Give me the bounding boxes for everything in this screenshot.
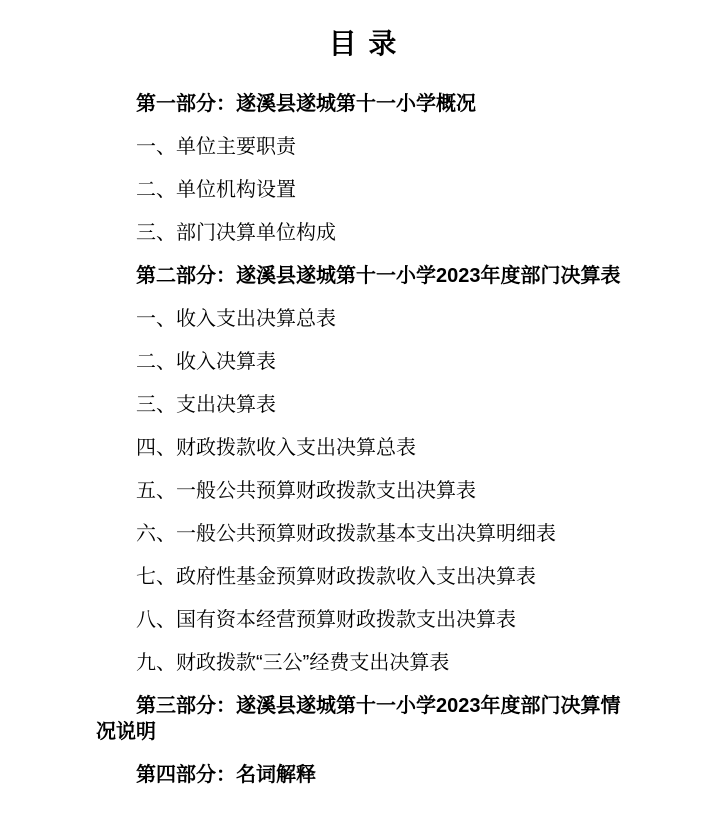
toc-item: 八、国有资本经营预算财政拨款支出决算表 xyxy=(136,609,516,631)
toc-title: 目 录 xyxy=(328,28,399,59)
toc-part-heading: 第四部分：名词解释 xyxy=(136,764,316,786)
toc-item: 二、收入决算表 xyxy=(136,351,276,373)
toc-list xyxy=(96,91,631,788)
toc-item: 一、收入支出决算总表 xyxy=(136,308,336,330)
toc-item: 一、单位主要职责 xyxy=(136,136,296,158)
toc-part-heading: 第一部分：遂溪县遂城第十一小学概况 xyxy=(136,93,476,115)
toc-part-heading: 第二部分：遂溪县遂城第十一小学2023年度部门决算表 xyxy=(136,265,621,287)
toc-part-heading: 第三部分：遂溪县遂城第十一小学2023年度部门决算情况说明 xyxy=(96,695,621,743)
toc-item: 四、财政拨款收入支出决算总表 xyxy=(136,437,416,459)
toc-item: 六、一般公共预算财政拨款基本支出决算明细表 xyxy=(136,523,556,545)
toc-item: 二、单位机构设置 xyxy=(136,179,296,201)
toc-item: 七、政府性基金预算财政拨款收入支出决算表 xyxy=(136,566,536,588)
toc-item: 三、部门决算单位构成 xyxy=(136,222,336,244)
toc-item: 五、一般公共预算财政拨款支出决算表 xyxy=(136,480,476,502)
toc-item: 九、财政拨款“三公”经费支出决算表 xyxy=(136,652,450,674)
toc-item: 三、支出决算表 xyxy=(136,394,276,416)
